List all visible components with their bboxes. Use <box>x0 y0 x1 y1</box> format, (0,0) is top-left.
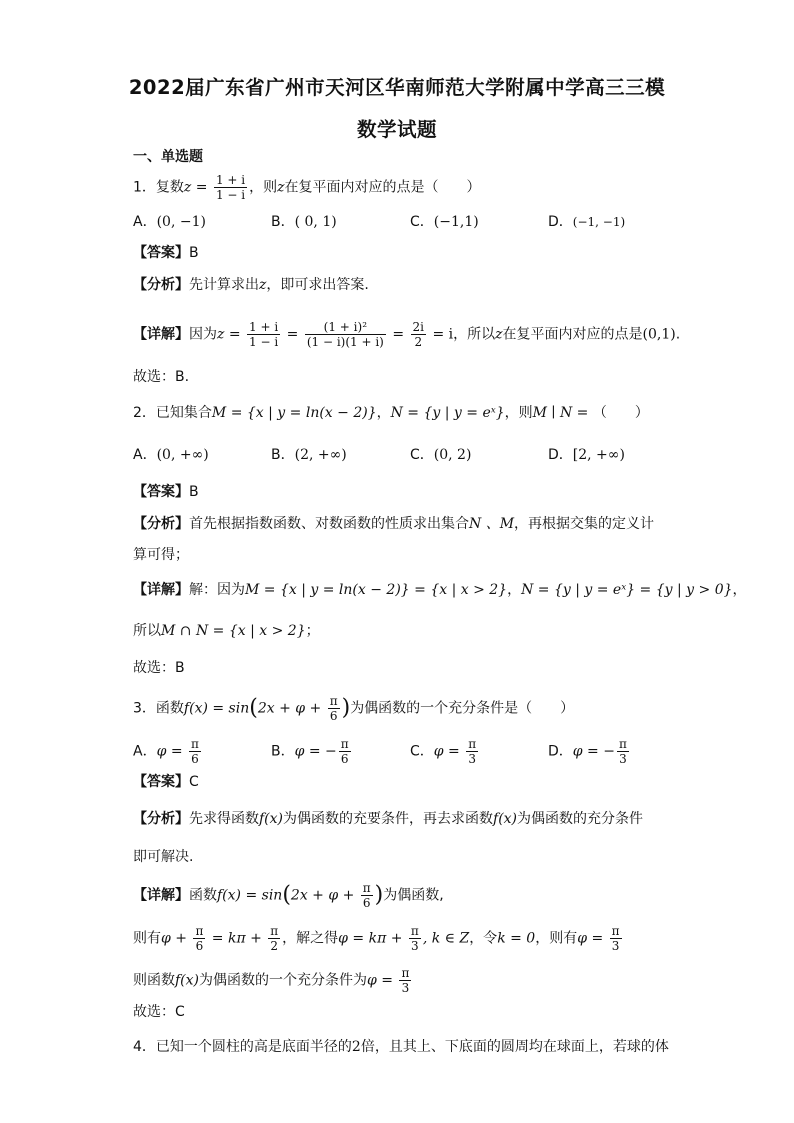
q2-option-d: D．[2, +∞) <box>548 447 625 463</box>
q3-option-a: A．φ = $\frac{\pi}{6}$ <box>133 737 199 766</box>
q3-analysis-line2: 即可解决. <box>133 849 194 865</box>
q1-answer: 【答案】B <box>133 245 199 261</box>
q2-answer: 【答案】B <box>133 484 199 500</box>
q2-so: 所以M ∩ N = {x | x > 2}； <box>133 623 320 639</box>
q1-choose: 故选：B. <box>133 369 190 385</box>
q3-last: 则函数f(x)为偶函数的一个充分条件为φ = $\frac{\pi}{3}$ <box>133 966 410 995</box>
q1-option-a: A．(0, −1) <box>133 214 206 230</box>
q3-answer: 【答案】C <box>133 774 199 790</box>
q3-analysis-line1: 【分析】先求得函数f(x)为偶函数的充要条件，再去求函数f(x)为偶函数的充分条件 <box>133 811 644 827</box>
q3-option-d: D．φ = − $\frac{\pi}{3}$ <box>548 737 627 766</box>
q1-option-b: B．( 0, 1) <box>271 214 337 230</box>
q3-option-c: C．φ = $\frac{\pi}{3}$ <box>410 737 477 766</box>
question-2-stem: 2．已知集合M = {x | y = ln(x − 2)}，N = {y | y = eˣ}，则M ∣ N = （ ） <box>133 405 649 421</box>
q2-choose: 故选：B <box>133 660 185 676</box>
q1-option-d: D．(−1, −1) <box>548 214 626 230</box>
q2-detail: 【详解】解：因为M = {x | y = ln(x − 2)} = {x | x > 2}，N = {y | y = eˣ} = {y | y > 0}， <box>133 582 747 598</box>
section-heading: 一、单选题 <box>133 149 203 165</box>
exam-title-line2: 数学试题 <box>356 118 437 141</box>
q3-option-b: B．φ = − $\frac{\pi}{6}$ <box>271 737 349 766</box>
q3-then: 则有φ + $\frac{\pi}{6}$ = kπ + $\frac{\pi}{2}$ ，解之得φ = kπ + $\frac{\pi}{3}$ , k ∈ Z，令k = 0，则有φ = $\frac{\pi}{3}$ <box>133 924 620 953</box>
q2-option-c: C．(0, 2) <box>410 447 472 463</box>
exam-title-line1: 2022届广东省广州市天河区华南师范大学附属中学高三三模 <box>128 76 666 99</box>
q2-analysis-line1: 【分析】首先根据指数函数、对数函数的性质求出集合N 、M，再根据交集的定义计 <box>133 516 655 532</box>
q2-option-a: A．(0, +∞) <box>133 447 209 463</box>
question-1-stem: 1．复数z = $\frac{1 + i}{1 - i}$ ，则z在复平面内对应的点是（ ） <box>133 173 481 202</box>
q1-detail: 【详解】因为z = $\frac{1 + i}{1 - i}$ = $\frac{\text{(1 + i)²}}{(1 - i)(1 + i)}$ = $\frac{2i}{2}$ = i，所以z在复平面内对应的点是(0,1). <box>133 320 681 349</box>
q3-choose: 故选：C <box>133 1004 185 1020</box>
question-3-stem: 3．函数f(x) = sin(2x + φ + $\frac{\pi}{6}$ )为偶函数的一个充分条件是（ ） <box>133 694 575 723</box>
q1-analysis: 【分析】先计算求出z，即可求出答案. <box>133 277 369 293</box>
q2-analysis-line2: 算可得； <box>133 547 189 563</box>
q3-detail: 【详解】函数f(x) = sin(2x + φ + $\frac{\pi}{6}$ )为偶函数, <box>133 881 444 910</box>
q1-option-c: C．(−1,1) <box>410 214 479 230</box>
q2-option-b: B．(2, +∞) <box>271 447 347 463</box>
question-4-stem: 4．已知一个圆柱的高是底面半径的2倍，且其上、下底面的圆周均在球面上，若球的体 <box>133 1039 669 1055</box>
